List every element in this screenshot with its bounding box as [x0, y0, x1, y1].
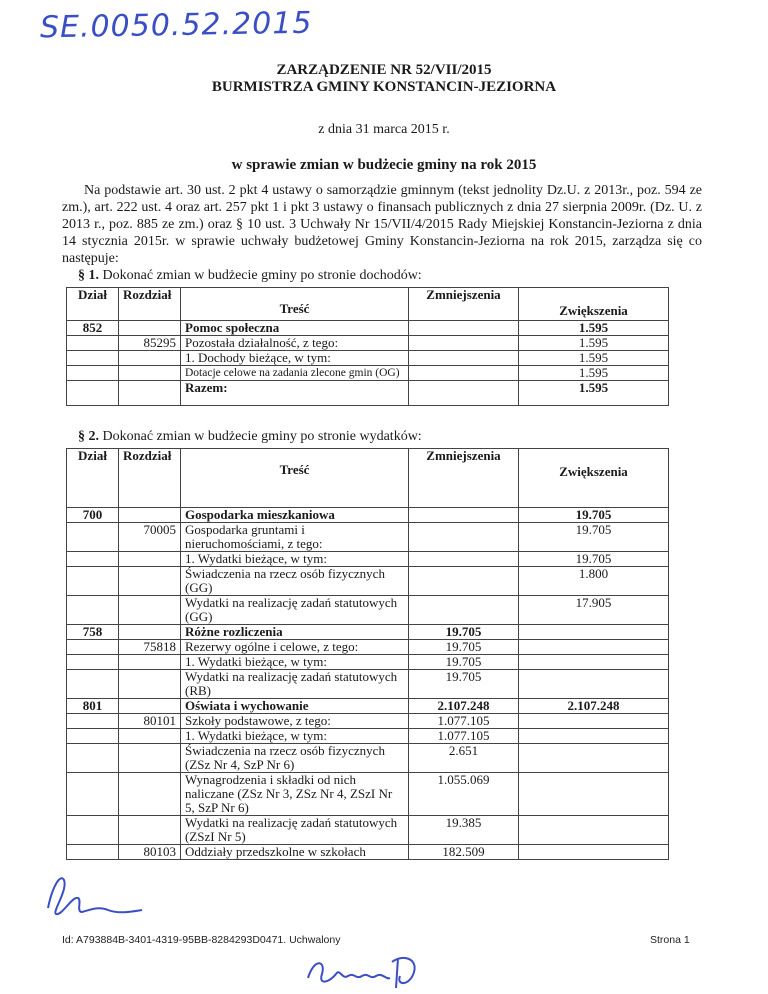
rozdzial-cell	[119, 567, 181, 596]
rozdzial-cell	[119, 670, 181, 699]
header-zwiekszenia: Zwiększenia	[519, 288, 669, 321]
tresc-cell: Różne rozliczenia	[181, 625, 409, 640]
zwiekszenia-cell: 2.107.248	[519, 699, 669, 714]
rozdzial-cell	[119, 381, 181, 406]
zwiekszenia-cell: 1.800	[519, 567, 669, 596]
table-row	[67, 552, 669, 567]
total-zwiekszenia: 1.595	[519, 381, 669, 406]
zmniejszenia-cell	[409, 508, 519, 523]
section-1-title: Dokonać zmian w budżecie gminy po stronie dochodów:	[102, 268, 422, 283]
zwiekszenia-cell	[519, 625, 669, 640]
dzial-cell	[67, 845, 119, 860]
zmniejszenia-cell	[409, 366, 519, 381]
footer-document-id: Id: A793884B-3401-4319-95BB-8284293D0471. Uchwalony	[62, 934, 341, 946]
zwiekszenia-cell	[519, 714, 669, 729]
tresc-cell: Świadczenia na rzecz osób fizycznych (ZSz Nr 4, SzP Nr 6)	[181, 744, 409, 773]
table-row	[67, 640, 669, 655]
zmniejszenia-cell: 19.705	[409, 670, 519, 699]
rozdzial-cell	[119, 744, 181, 773]
zwiekszenia-cell: 1.595	[519, 351, 669, 366]
dzial-cell	[67, 773, 119, 816]
zwiekszenia-cell	[519, 655, 669, 670]
zmniejszenia-cell	[409, 552, 519, 567]
zmniejszenia-cell	[409, 596, 519, 625]
signature-left-image	[38, 868, 148, 928]
rozdzial-cell	[119, 773, 181, 816]
tresc-cell: Gospodarka gruntami i nieruchomościami, z tego:	[181, 523, 409, 552]
tresc-cell: Rezerwy ogólne i celowe, z tego:	[181, 640, 409, 655]
zwiekszenia-cell: 19.705	[519, 508, 669, 523]
title-line-1: ZARZĄDZENIE NR 52/VII/2015	[276, 62, 492, 78]
dzial-cell: 758	[67, 625, 119, 640]
tresc-cell: Pozostała działalność, z tego:	[181, 336, 409, 351]
zwiekszenia-cell	[519, 744, 669, 773]
header-zmniejszenia: Zmniejszenia	[409, 288, 519, 321]
table-row	[67, 508, 669, 523]
tresc-cell: Dotacje celowe na zadania zlecone gmin (OG)	[181, 366, 409, 381]
zmniejszenia-cell: 19.705	[409, 625, 519, 640]
table-row	[67, 523, 669, 552]
zwiekszenia-cell	[519, 816, 669, 845]
tresc-cell: 1. Wydatki bieżące, w tym:	[181, 655, 409, 670]
table-total-row	[67, 381, 669, 406]
zwiekszenia-cell: 17.905	[519, 596, 669, 625]
zwiekszenia-cell	[519, 729, 669, 744]
dzial-cell	[67, 729, 119, 744]
zmniejszenia-cell	[409, 351, 519, 366]
rozdzial-cell	[119, 699, 181, 714]
table-row	[67, 596, 669, 625]
dzial-cell: 852	[67, 321, 119, 336]
table-row	[67, 351, 669, 366]
zmniejszenia-cell: 19.705	[409, 640, 519, 655]
handwritten-document-number: SE.0050.52.2015	[39, 5, 313, 46]
table-header-row	[67, 288, 669, 321]
table-row	[67, 567, 669, 596]
rozdzial-cell: 70005	[119, 523, 181, 552]
legal-basis-paragraph: Na podstawie art. 30 ust. 2 pkt 4 ustawy o samorządzie gminnym (tekst jednolity Dz.U. z 2013r., poz. 594 ze zm.), art. 222 ust. 4 oraz art. 257 pkt 1 i pkt 3 ustawy o finansach publicznych z dnia 27 sierpnia 2009r. (Dz. U. z 2013 r., poz. 885 ze zm.) oraz § 10 ust. 3 Uchwały Nr 15/VII/4/2015 Rady Miejskiej Konstancin-Jeziorna z dnia 14 stycznia 2015r. w sprawie uchwały budżetowej Gminy Konstancin-Jeziorna na rok 2015, zarządza się co następuje:	[62, 183, 702, 266]
header-tresc: Treść	[181, 449, 409, 508]
dzial-cell	[67, 714, 119, 729]
dzial-cell	[67, 816, 119, 845]
tresc-cell: 1. Wydatki bieżące, w tym:	[181, 552, 409, 567]
zwiekszenia-cell: 19.705	[519, 552, 669, 567]
rozdzial-cell	[119, 816, 181, 845]
signature-bottom-image	[300, 952, 430, 994]
table-row	[67, 699, 669, 714]
dzial-cell	[67, 381, 119, 406]
zwiekszenia-cell: 1.595	[519, 336, 669, 351]
table-header-row	[67, 449, 669, 508]
rozdzial-cell	[119, 351, 181, 366]
table-row	[67, 336, 669, 351]
table-row	[67, 714, 669, 729]
zmniejszenia-cell: 2.107.248	[409, 699, 519, 714]
dzial-cell	[67, 336, 119, 351]
table-row	[67, 816, 669, 845]
zmniejszenia-cell	[409, 567, 519, 596]
footer-page-number: Strona 1	[650, 934, 690, 946]
table-row	[67, 744, 669, 773]
rozdzial-cell	[119, 321, 181, 336]
total-label: Razem:	[181, 381, 409, 406]
income-table	[66, 287, 669, 406]
section-1-number: § 1.	[78, 268, 99, 283]
table-row	[67, 729, 669, 744]
dzial-cell	[67, 640, 119, 655]
tresc-cell: Pomoc społeczna	[181, 321, 409, 336]
zmniejszenia-cell: 19.385	[409, 816, 519, 845]
zwiekszenia-cell: 19.705	[519, 523, 669, 552]
zmniejszenia-cell: 1.055.069	[409, 773, 519, 816]
zmniejszenia-cell	[409, 336, 519, 351]
title-line-2: BURMISTRZA GMINY KONSTANCIN-JEZIORNA	[211, 79, 557, 95]
header-rozdzial: Rozdział	[119, 449, 181, 508]
rozdzial-cell	[119, 508, 181, 523]
section-2-heading	[78, 429, 422, 445]
table-row	[67, 625, 669, 640]
total-zmniejszenia	[409, 381, 519, 406]
zmniejszenia-cell: 19.705	[409, 655, 519, 670]
dzial-cell	[67, 523, 119, 552]
zwiekszenia-cell	[519, 773, 669, 816]
tresc-cell: 1. Wydatki bieżące, w tym:	[181, 729, 409, 744]
dzial-cell	[67, 596, 119, 625]
dzial-cell: 700	[67, 508, 119, 523]
rozdzial-cell: 80103	[119, 845, 181, 860]
document-subject: w sprawie zmian w budżecie gminy na rok 2015	[231, 157, 537, 173]
zwiekszenia-cell	[519, 670, 669, 699]
zwiekszenia-cell: 1.595	[519, 366, 669, 381]
header-dzial: Dział	[67, 449, 119, 508]
rozdzial-cell	[119, 552, 181, 567]
dzial-cell: 801	[67, 699, 119, 714]
zmniejszenia-cell: 1.077.105	[409, 729, 519, 744]
header-zmniejszenia: Zmniejszenia	[409, 449, 519, 508]
tresc-cell: Oddziały przedszkolne w szkołach	[181, 845, 409, 860]
zmniejszenia-cell: 182.509	[409, 845, 519, 860]
table-row	[67, 670, 669, 699]
tresc-cell: Wydatki na realizację zadań statutowych (GG)	[181, 596, 409, 625]
rozdzial-cell: 80101	[119, 714, 181, 729]
zmniejszenia-cell	[409, 321, 519, 336]
dzial-cell	[67, 567, 119, 596]
rozdzial-cell: 75818	[119, 640, 181, 655]
tresc-cell: Szkoły podstawowe, z tego:	[181, 714, 409, 729]
zwiekszenia-cell	[519, 845, 669, 860]
rozdzial-cell	[119, 596, 181, 625]
tresc-cell: Świadczenia na rzecz osób fizycznych (GG)	[181, 567, 409, 596]
rozdzial-cell: 85295	[119, 336, 181, 351]
table-row	[67, 321, 669, 336]
section-1-heading	[78, 268, 422, 284]
dzial-cell	[67, 366, 119, 381]
rozdzial-cell	[119, 366, 181, 381]
expenditure-table	[66, 448, 669, 860]
rozdzial-cell	[119, 625, 181, 640]
table-row	[67, 366, 669, 381]
tresc-cell: Wydatki na realizację zadań statutowych (ZSzI Nr 5)	[181, 816, 409, 845]
rozdzial-cell	[119, 655, 181, 670]
tresc-cell: Wynagrodzenia i składki od nich naliczane (ZSz Nr 3, ZSz Nr 4, ZSzI Nr 5, SzP Nr 6)	[181, 773, 409, 816]
dzial-cell	[67, 552, 119, 567]
header-rozdzial: Rozdział	[119, 288, 181, 321]
dzial-cell	[67, 670, 119, 699]
header-dzial: Dział	[67, 288, 119, 321]
header-tresc: Treść	[181, 288, 409, 321]
tresc-cell: Oświata i wychowanie	[181, 699, 409, 714]
section-2-title: Dokonać zmian w budżecie gminy po stronie wydatków:	[102, 429, 422, 444]
zmniejszenia-cell: 2.651	[409, 744, 519, 773]
dzial-cell	[67, 655, 119, 670]
table-row	[67, 845, 669, 860]
table-row	[67, 773, 669, 816]
rozdzial-cell	[119, 729, 181, 744]
tresc-cell: 1. Dochody bieżące, w tym:	[181, 351, 409, 366]
zmniejszenia-cell	[409, 523, 519, 552]
zwiekszenia-cell: 1.595	[519, 321, 669, 336]
header-zwiekszenia: Zwiększenia	[519, 449, 669, 508]
table-row	[67, 655, 669, 670]
tresc-cell: Wydatki na realizację zadań statutowych (RB)	[181, 670, 409, 699]
document-date: z dnia 31 marca 2015 r.	[318, 122, 450, 137]
section-2-number: § 2.	[78, 429, 99, 444]
zmniejszenia-cell: 1.077.105	[409, 714, 519, 729]
dzial-cell	[67, 351, 119, 366]
tresc-cell: Gospodarka mieszkaniowa	[181, 508, 409, 523]
zwiekszenia-cell	[519, 640, 669, 655]
dzial-cell	[67, 744, 119, 773]
